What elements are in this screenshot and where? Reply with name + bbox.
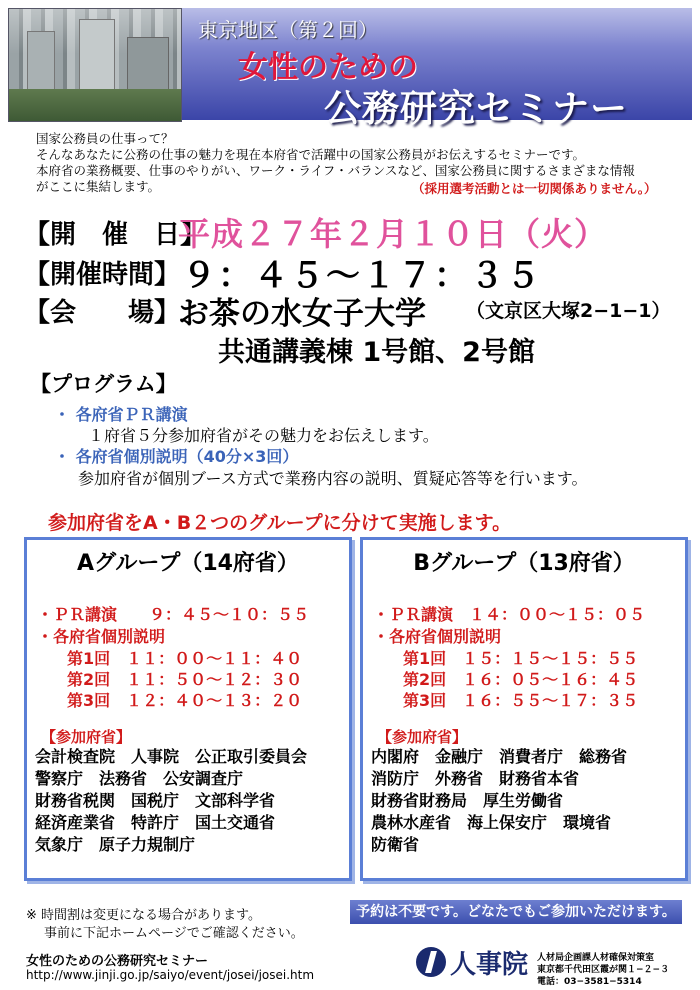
group-a-box — [24, 537, 352, 881]
intro-line: がここに集結します。 — [36, 179, 161, 194]
ministries-list — [371, 746, 627, 856]
ministry-row: 財務省税関 国税庁 文部科学省 — [35, 791, 276, 810]
ministry-row: 気象庁 原子力規制庁 — [35, 835, 196, 854]
program-item-title: ・ 各府省個別説明（40分×3回） — [54, 447, 299, 466]
date-value: 平成２７年２月１０日（火） — [178, 215, 608, 253]
check-website-note: 事前に下記ホームページでご確認ください。 — [44, 926, 304, 941]
pr-schedule: ・ＰＲ講演 １４：００～１５：０５ — [373, 605, 646, 624]
website-url: http://www.jinji.go.jp/saiyo/event/josei/josei.htm — [26, 968, 315, 982]
pr-schedule: ・ＰＲ講演 ９：４５～１０：５５ — [37, 605, 310, 624]
ministry-row: 警察庁 法務省 公安調査庁 — [35, 769, 244, 788]
title-banner — [182, 8, 692, 130]
ministries-list — [35, 746, 307, 856]
individual-heading: ・各府省個別説明 — [37, 627, 166, 646]
schedule-change-note: ※ 時間割は変更になる場合があります。 — [26, 908, 261, 923]
building-photo — [8, 8, 182, 122]
session-row: 第3回 １６：５５～１７：３５ — [403, 691, 639, 710]
ministry-row: 会計検査院 人事院 公正取引委員会 — [35, 747, 308, 766]
contact-department: 人材局企画課人材確保対策室 — [537, 953, 655, 963]
intro-line: そんなあなたに公務の仕事の魅力を現在本府省で活躍中の国家公務員がお伝えするセミナーです。 — [36, 147, 586, 162]
date-label: 【開 催 日】 — [24, 220, 207, 250]
ministry-row: 農林水産省 海上保安庁 環境省 — [371, 813, 612, 832]
session-row: 第1回 １５：１５～１５：５５ — [403, 649, 639, 668]
ministry-row: 内閣府 金融庁 消費者庁 総務省 — [371, 747, 628, 766]
contact-phone: 電話：03−3581−5314 — [537, 977, 642, 987]
group-b-box — [360, 537, 688, 881]
jinjiin-logo-icon — [416, 947, 446, 977]
group-note: 参加府省をA・B２つのグループに分けて実施します。 — [48, 512, 512, 534]
ministry-row: 消防庁 外務省 財務省本省 — [371, 769, 580, 788]
time-label: 【開催時間】 — [24, 260, 181, 290]
venue-building: 共通講義棟 1号館、2号館 — [218, 337, 535, 368]
venue-address: （文京区大塚2−1−1） — [466, 300, 671, 322]
venue-value: お茶の水女子大学 — [178, 296, 426, 332]
ministry-row: 防衛省 — [371, 835, 420, 854]
no-reservation-banner: 予約は不要です。どなたでもご参加いただけます。 — [350, 900, 682, 924]
program-heading: 【プログラム】 — [30, 372, 177, 396]
program-item-desc: １府省５分参加府省がその魅力をお伝えします。 — [88, 426, 439, 445]
ministry-row: 財務省財務局 厚生労働省 — [371, 791, 564, 810]
contact-address: 東京都千代田区霞が関１−２−３ — [537, 965, 670, 975]
intro-line: 国家公務員の仕事って？ — [36, 131, 174, 146]
session-row: 第3回 １２：４０～１３：２０ — [67, 691, 303, 710]
disclaimer-note: （採用選考活動とは一切関係ありません。） — [412, 181, 657, 196]
website-title: 女性のための公務研究セミナー — [26, 954, 209, 969]
group-title: Aグループ（14府省） — [77, 551, 299, 576]
program-item-desc: 参加府省が個別ブース方式で業務内容の説明、質疑応答等を行います。 — [78, 469, 588, 488]
program-item-title: ・ 各府省ＰＲ講演 — [54, 405, 188, 424]
venue-label: 【会 場】 — [24, 298, 181, 328]
trees-shape — [9, 89, 181, 121]
group-title: Bグループ（13府省） — [413, 551, 635, 576]
intro-line: 本府省の業務概要、仕事のやりがい、ワーク・ライフ・バランスなど、国家公務員に関するさまざまな情報 — [36, 163, 635, 178]
organization-logo-text: 人事院 — [450, 950, 529, 980]
ministries-heading: 【参加府省】 — [41, 728, 132, 746]
header — [0, 0, 700, 130]
session-row: 第2回 １１：５０～１２：３０ — [67, 670, 303, 689]
event-title: 公務研究セミナー — [324, 87, 628, 130]
time-value: ９：４５～１７：３５ — [182, 256, 542, 296]
individual-heading: ・各府省個別説明 — [373, 627, 502, 646]
ministries-heading: 【参加府省】 — [377, 728, 468, 746]
ministry-row: 経済産業省 特許庁 国土交通省 — [35, 813, 276, 832]
session-row: 第1回 １１：００～１１：４０ — [67, 649, 303, 668]
session-row: 第2回 １６：０５～１６：４５ — [403, 670, 639, 689]
event-subtitle: 女性のための — [238, 50, 418, 85]
event-kicker: 東京地区（第２回） — [198, 18, 378, 42]
